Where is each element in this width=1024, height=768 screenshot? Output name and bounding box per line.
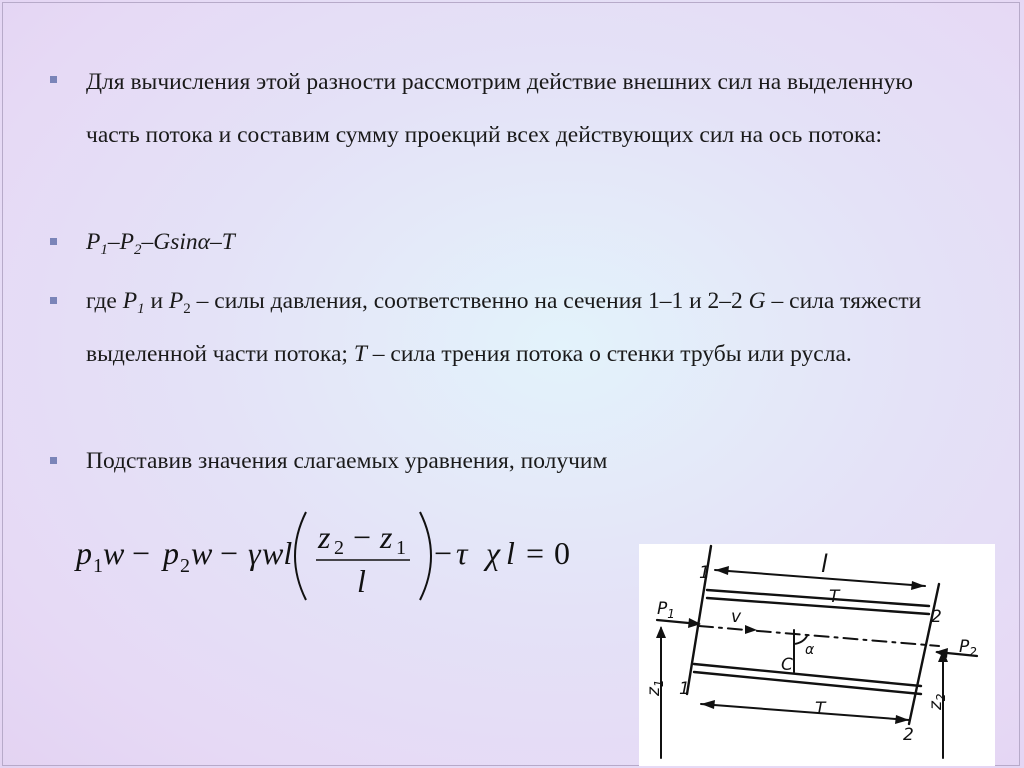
equation xyxy=(70,502,630,612)
paragraph-force-sum: $P_1-P_2-Gsin\alpha-T$ xyxy=(86,229,235,258)
label-1-bottom: 1 xyxy=(679,679,690,699)
z1-arrowhead xyxy=(656,626,666,638)
eq-minus-4: − xyxy=(434,535,453,571)
eq-z2: z xyxy=(318,519,331,555)
eq-gamma: γ xyxy=(248,535,261,571)
paragraph-substitution: Подставив значения слагаемых уравнения, получим xyxy=(86,448,608,474)
bullet-4 xyxy=(50,457,57,464)
eq-denominator-l: l xyxy=(357,563,366,599)
label-z1: $z_1$ xyxy=(644,679,666,696)
eq-z1-sub: 1 xyxy=(396,537,406,559)
eq-wl: wl xyxy=(262,535,293,571)
eq-p1: p xyxy=(76,535,92,571)
eq-w1: w xyxy=(103,535,125,571)
eq-minus-2: − xyxy=(220,535,239,571)
length-arrow-bottom-head-right xyxy=(895,715,909,724)
bullet-1 xyxy=(50,76,57,83)
length-arrow-bottom-head-left xyxy=(701,700,715,709)
length-arrow-top xyxy=(715,570,925,586)
label-alpha: α xyxy=(805,642,815,658)
label-1-top: 1 xyxy=(699,563,710,583)
label-z2: $z_2$ xyxy=(926,693,948,710)
length-arrow-bottom xyxy=(701,704,909,720)
eq-minus-3: − xyxy=(353,519,372,555)
eq-w2: w xyxy=(191,535,213,571)
label-2-top: 2 xyxy=(931,607,942,627)
paragraph-intro: Для вычисления этой разности рассмотрим действие внешних сил на выделенную часть потока и составим сумму проекций всех действующих сил на ось потока: xyxy=(86,69,913,148)
eq-tau: τ xyxy=(456,535,468,571)
paragraph-definitions: где $P_1$ и $P_2$ – силы давления, соответственно на сечения 1–1 и 2–2 G – сила тяжести выделенной части потока; T – сила трения потока о стенки трубы или русла. xyxy=(86,288,922,367)
label-P2: $P_2$ xyxy=(959,637,977,659)
eq-p2-sub: 2 xyxy=(180,555,190,577)
eq-left-paren xyxy=(295,512,306,600)
v-arrowhead xyxy=(745,625,757,634)
eq-p1-sub: 1 xyxy=(93,555,103,577)
eq-l: l xyxy=(506,535,515,571)
eq-right-paren xyxy=(420,512,431,600)
pipe-axis xyxy=(699,626,939,646)
eq-z2-sub: 2 xyxy=(334,537,344,559)
label-C: C xyxy=(781,655,793,675)
eq-equals: = xyxy=(526,535,545,571)
label-l-top: l xyxy=(821,550,828,578)
label-v: v xyxy=(731,607,742,627)
label-2-bottom: 2 xyxy=(903,725,914,745)
label-T-top: T xyxy=(829,587,840,607)
length-arrow-top-head-left xyxy=(715,566,729,575)
length-arrow-top-head-right xyxy=(911,581,925,590)
eq-zero: 0 xyxy=(554,535,570,571)
label-T-bottom: T xyxy=(815,699,826,719)
label-P1: $P_1$ xyxy=(657,599,675,621)
eq-minus-1: − xyxy=(132,535,151,571)
eq-p2: p xyxy=(163,535,179,571)
bullet-3 xyxy=(50,297,57,304)
eq-z1: z xyxy=(380,519,393,555)
pipe-top-wall xyxy=(707,590,929,606)
bullet-2 xyxy=(50,238,57,245)
flow-diagram xyxy=(639,544,995,766)
eq-chi: χ xyxy=(486,535,501,571)
